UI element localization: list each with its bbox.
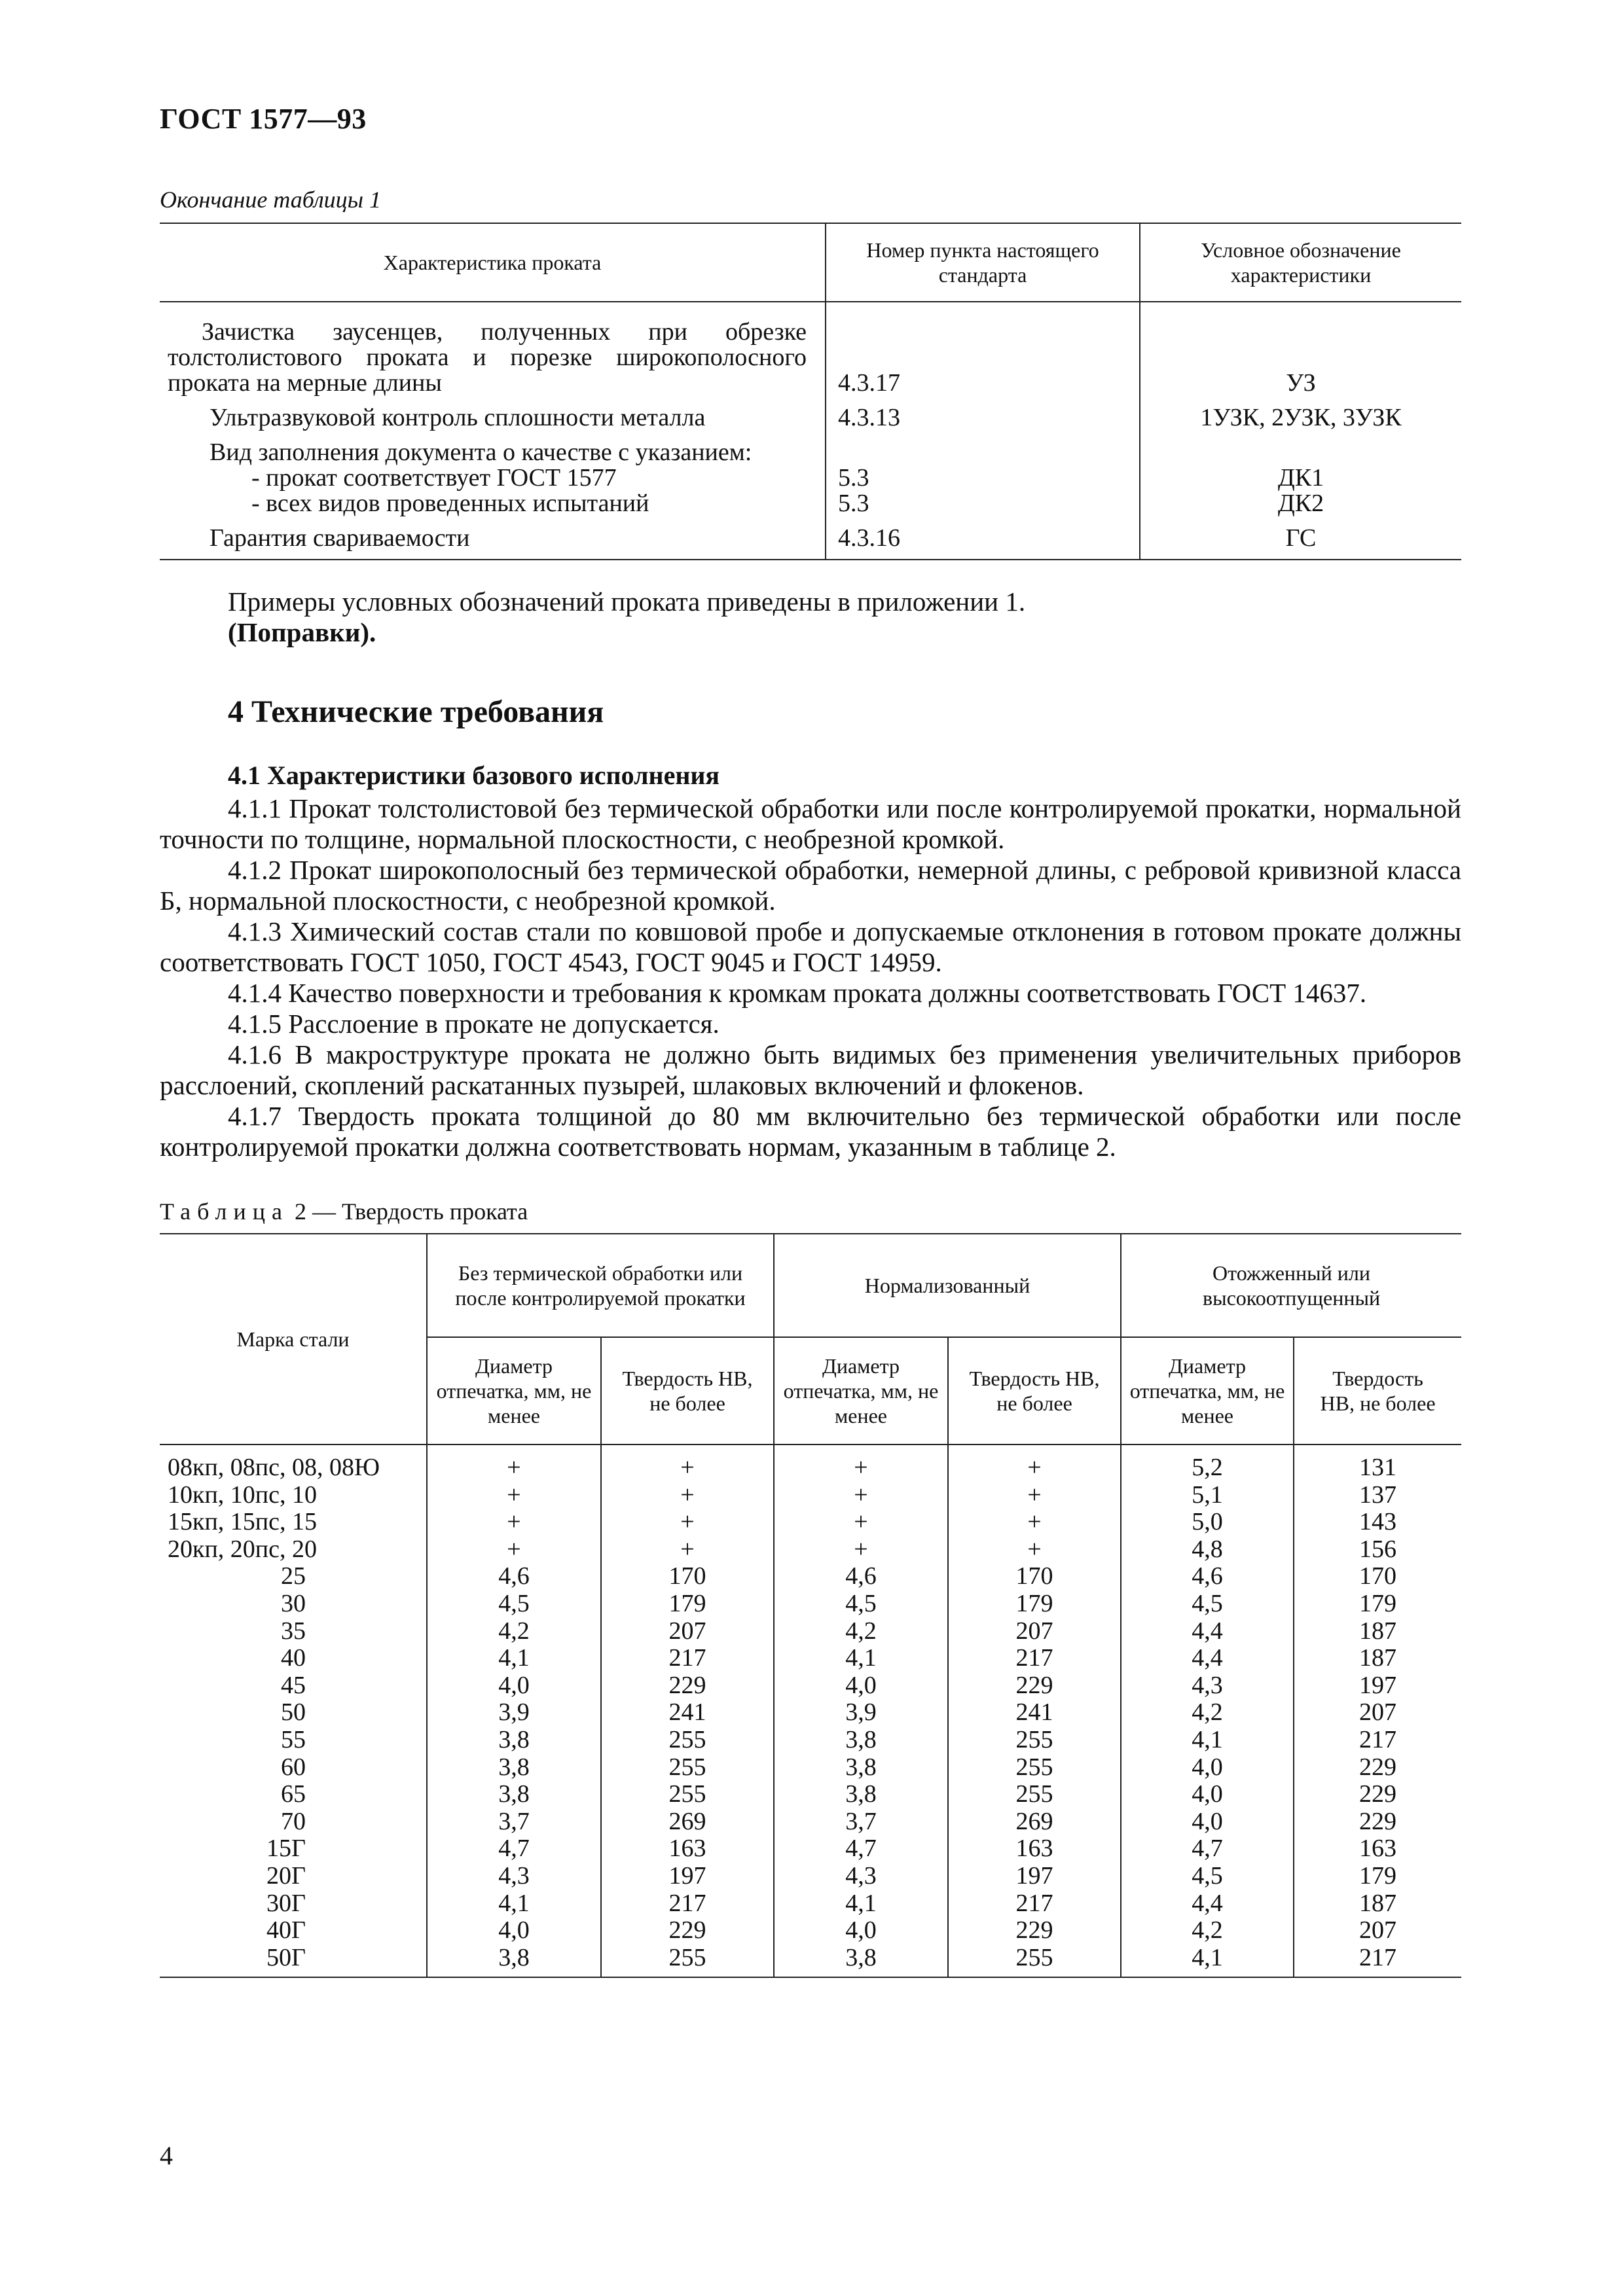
hardness-cell: 156	[1294, 1536, 1461, 1564]
characteristic-text: - прокат соответствует ГОСТ 1577	[251, 464, 617, 492]
table-row	[160, 396, 1461, 431]
hardness-cell: 137	[1294, 1482, 1461, 1509]
corrections-note: (Поправки).	[228, 617, 376, 647]
diameter-cell: 4,7	[427, 1835, 601, 1863]
diameter-cell: 4,0	[774, 1672, 948, 1700]
hardness-cell: 217	[948, 1645, 1121, 1672]
hardness-cell: 179	[948, 1590, 1121, 1618]
hardness-cell: +	[601, 1482, 774, 1509]
table1-header-clause: Номер пункта настоящего стандарта	[826, 223, 1140, 302]
designation-code: 1УЗК, 2УЗК, 3УЗК	[1140, 396, 1461, 431]
hardness-cell: 163	[948, 1835, 1121, 1863]
steel-grade-cell: 50	[281, 1698, 306, 1727]
table2-header-hardness: Твердость НВ, не более	[601, 1337, 774, 1444]
steel-grade-cell: 08кп, 08пс, 08, 08Ю	[168, 1454, 380, 1481]
hardness-cell: 255	[601, 1945, 774, 1978]
characteristic-text: Зачистка заусенцев, полученных при обрезке толстолистового проката и порезке широкополосного проката на мерные длины	[168, 318, 807, 397]
table-row	[160, 1563, 1461, 1590]
hardness-cell: 207	[1294, 1699, 1461, 1727]
page-number: 4	[160, 2141, 173, 2170]
diameter-cell: 4,1	[774, 1645, 948, 1672]
table-row	[160, 465, 1461, 491]
table-row	[160, 516, 1461, 560]
steel-grade-cell: 20Г	[266, 1861, 306, 1890]
clause-number: 5.3	[826, 465, 1140, 491]
diameter-cell: +	[774, 1482, 948, 1509]
hardness-cell: 179	[1294, 1590, 1461, 1618]
hardness-cell: 229	[601, 1917, 774, 1945]
hardness-cell: 229	[948, 1917, 1121, 1945]
table-row	[160, 1754, 1461, 1782]
characteristic-text: - всех видов проведенных испытаний	[251, 490, 649, 517]
diameter-cell: 3,9	[774, 1699, 948, 1727]
steel-grade-cell: 50Г	[266, 1943, 306, 1971]
table-row	[160, 1672, 1461, 1700]
hardness-cell: 217	[1294, 1727, 1461, 1754]
steel-grade-cell: 15Г	[266, 1835, 306, 1863]
diameter-cell: 4,6	[774, 1563, 948, 1590]
diameter-cell: +	[427, 1482, 601, 1509]
table2-header-diameter: Диаметр отпечатка, мм, не менее	[427, 1337, 601, 1444]
diameter-cell: 4,5	[1121, 1590, 1294, 1618]
hardness-cell: 229	[601, 1672, 774, 1700]
table-row	[160, 431, 1461, 465]
steel-grade-cell: 35	[281, 1617, 306, 1645]
table2-header-steel-grade: Марка стали	[160, 1234, 427, 1444]
table2-caption	[160, 1198, 1461, 1225]
steel-grade-cell: 55	[281, 1725, 306, 1753]
clause-number	[826, 431, 1140, 465]
table-row	[160, 491, 1461, 516]
steel-grade-cell: 30Г	[266, 1889, 306, 1917]
diameter-cell: 3,8	[774, 1754, 948, 1782]
hardness-cell: +	[601, 1536, 774, 1564]
characteristic-text: Вид заполнения документа о качестве с указанием:	[210, 439, 752, 466]
table-row	[160, 1727, 1461, 1754]
diameter-cell: 3,8	[427, 1754, 601, 1782]
examples-note	[160, 586, 1461, 648]
diameter-cell: 4,3	[1121, 1672, 1294, 1700]
diameter-cell: 3,8	[774, 1781, 948, 1808]
diameter-cell: 4,0	[1121, 1808, 1294, 1836]
hardness-cell: 187	[1294, 1890, 1461, 1918]
steel-grade-cell: 40	[281, 1644, 306, 1672]
diameter-cell: 4,7	[1121, 1835, 1294, 1863]
diameter-cell: 3,7	[427, 1808, 601, 1836]
hardness-cell: 197	[948, 1863, 1121, 1890]
paragraph-4-1-2: 4.1.2 Прокат широкополосный без термической обработки, немерной длины, с ребровой кривизной класса Б, нормальной плоскостности, с необрезной кромкой.	[160, 855, 1461, 916]
diameter-cell: 5,0	[1121, 1509, 1294, 1536]
table2-caption-word: Таблица	[160, 1198, 289, 1225]
clause-number: 5.3	[826, 491, 1140, 516]
diameter-cell: 4,1	[774, 1890, 948, 1918]
diameter-cell: 4,3	[427, 1863, 601, 1890]
hardness-cell: +	[948, 1444, 1121, 1482]
hardness-cell: 229	[1294, 1781, 1461, 1808]
hardness-cell: 187	[1294, 1645, 1461, 1672]
hardness-cell: 170	[948, 1563, 1121, 1590]
hardness-cell: 207	[948, 1618, 1121, 1645]
clause-number: 4.3.13	[826, 396, 1140, 431]
section-title: 4 Технические требования	[228, 694, 604, 729]
table1	[160, 223, 1461, 560]
clause-number: 4.3.17	[826, 302, 1140, 396]
steel-grade-cell: 25	[281, 1562, 306, 1590]
table-row	[160, 1482, 1461, 1509]
hardness-cell: 255	[601, 1727, 774, 1754]
diameter-cell: 4,4	[1121, 1618, 1294, 1645]
hardness-cell: 207	[1294, 1917, 1461, 1945]
steel-grade-cell: 30	[281, 1589, 306, 1617]
hardness-cell: 269	[601, 1808, 774, 1836]
diameter-cell: 3,8	[774, 1727, 948, 1754]
hardness-cell: 170	[1294, 1563, 1461, 1590]
table-row	[160, 1945, 1461, 1978]
steel-grade-cell: 70	[281, 1807, 306, 1835]
hardness-cell: +	[948, 1536, 1121, 1564]
diameter-cell: 4,2	[1121, 1917, 1294, 1945]
hardness-cell: 187	[1294, 1618, 1461, 1645]
diameter-cell: 4,0	[427, 1917, 601, 1945]
diameter-cell: 4,0	[1121, 1781, 1294, 1808]
diameter-cell: 4,8	[1121, 1536, 1294, 1564]
table-row	[160, 1699, 1461, 1727]
diameter-cell: 4,0	[427, 1672, 601, 1700]
table-row	[160, 302, 1461, 396]
hardness-cell: 217	[601, 1645, 774, 1672]
diameter-cell: 4,1	[1121, 1727, 1294, 1754]
diameter-cell: 3,7	[774, 1808, 948, 1836]
diameter-cell: 4,1	[427, 1890, 601, 1918]
diameter-cell: +	[427, 1536, 601, 1564]
characteristic-text: Ультразвуковой контроль сплошности металла	[210, 404, 706, 431]
steel-grade-cell: 45	[281, 1671, 306, 1699]
designation-code: ГС	[1140, 516, 1461, 560]
subsection-title: 4.1 Характеристики базового исполнения	[228, 761, 720, 790]
paragraph-4-1-1: 4.1.1 Прокат толстолистовой без термической обработки или после контролируемой прокатки, нормальной точности по толщине, нормальной плоскостности, с необрезной кромкой.	[160, 793, 1461, 854]
hardness-cell: +	[948, 1509, 1121, 1536]
hardness-cell: +	[601, 1509, 774, 1536]
designation-code: ДК1	[1140, 465, 1461, 491]
document-page	[160, 105, 1461, 1978]
hardness-cell: 163	[601, 1835, 774, 1863]
hardness-cell: 255	[948, 1754, 1121, 1782]
table1-header-code: Условное обозначение характеристики	[1140, 223, 1461, 302]
hardness-cell: 229	[948, 1672, 1121, 1700]
table2-body	[160, 1444, 1461, 1977]
hardness-cell: 241	[948, 1699, 1121, 1727]
designation-code: ДК2	[1140, 491, 1461, 516]
hardness-cell: 255	[948, 1945, 1121, 1978]
paragraph-4-1-7: 4.1.7 Твердость проката толщиной до 80 мм включительно без термической обработки или после контролируемой прокатки должна соответствовать нормам, указанным в таблице 2.	[160, 1101, 1461, 1162]
hardness-cell: 131	[1294, 1444, 1461, 1482]
designation-code: УЗ	[1140, 302, 1461, 396]
table-row	[160, 1917, 1461, 1945]
steel-grade-cell: 40Г	[266, 1916, 306, 1945]
diameter-cell: 4,2	[1121, 1699, 1294, 1727]
diameter-cell: 4,6	[1121, 1563, 1294, 1590]
table-row	[160, 1835, 1461, 1863]
hardness-cell: 229	[1294, 1808, 1461, 1836]
steel-grade-cell: 60	[281, 1753, 306, 1781]
hardness-cell: 163	[1294, 1835, 1461, 1863]
diameter-cell: 4,5	[774, 1590, 948, 1618]
diameter-cell: 4,0	[774, 1917, 948, 1945]
table2-header-hardness: Твердость НВ, не более	[1294, 1337, 1461, 1444]
hardness-cell: 255	[948, 1727, 1121, 1754]
table2-header-diameter: Диаметр отпечатка, мм, не менее	[1121, 1337, 1294, 1444]
diameter-cell: 4,5	[427, 1590, 601, 1618]
table2	[160, 1233, 1461, 1978]
diameter-cell: 4,4	[1121, 1890, 1294, 1918]
table-row	[160, 1808, 1461, 1836]
hardness-cell: 269	[948, 1808, 1121, 1836]
hardness-cell: 197	[1294, 1672, 1461, 1700]
diameter-cell: 4,2	[427, 1618, 601, 1645]
steel-grade-cell: 15кп, 15пс, 15	[168, 1508, 317, 1536]
diameter-cell: +	[774, 1444, 948, 1482]
paragraph-4-1-3: 4.1.3 Химический состав стали по ковшовой пробе и допускаемые отклонения в готовом прокате должны соответствовать ГОСТ 1050, ГОСТ 4543, ГОСТ 9045 и ГОСТ 14959.	[160, 916, 1461, 977]
characteristic-text: Гарантия свариваемости	[210, 524, 470, 552]
clause-number: 4.3.16	[826, 516, 1140, 560]
table2-header-normalized: Нормализованный	[774, 1234, 1121, 1337]
diameter-cell: 4,4	[1121, 1645, 1294, 1672]
table1-header-characteristic: Характеристика проката	[160, 223, 826, 302]
table2-header-annealed: Отожженный или высокоотпущенный	[1121, 1234, 1461, 1337]
diameter-cell: 4,0	[1121, 1754, 1294, 1782]
table-row	[160, 1444, 1461, 1482]
table-row	[160, 1536, 1461, 1564]
table1-caption: Окончание таблицы 1	[160, 187, 382, 213]
diameter-cell: 5,2	[1121, 1444, 1294, 1482]
hardness-cell: 217	[1294, 1945, 1461, 1978]
table-row	[160, 1645, 1461, 1672]
hardness-cell: +	[601, 1444, 774, 1482]
examples-text: Примеры условных обозначений проката приведены в приложении 1.	[228, 586, 1026, 617]
steel-grade-cell: 10кп, 10пс, 10	[168, 1480, 317, 1509]
hardness-cell: 179	[601, 1590, 774, 1618]
hardness-cell: 143	[1294, 1509, 1461, 1536]
diameter-cell: 4,7	[774, 1835, 948, 1863]
hardness-cell: +	[948, 1482, 1121, 1509]
table-row	[160, 1890, 1461, 1918]
diameter-cell: +	[774, 1509, 948, 1536]
hardness-cell: 217	[601, 1890, 774, 1918]
hardness-cell: 255	[601, 1754, 774, 1782]
diameter-cell: 4,1	[1121, 1945, 1294, 1978]
table-row	[160, 1618, 1461, 1645]
diameter-cell: 3,8	[427, 1727, 601, 1754]
paragraph-4-1-6: 4.1.6 В макроструктуре проката не должно быть видимых без применения увеличительных приборов расслоений, скоплений раскатанных пузырей, шлаковых включений и флокенов.	[160, 1039, 1461, 1100]
diameter-cell: 4,6	[427, 1563, 601, 1590]
hardness-cell: 207	[601, 1618, 774, 1645]
hardness-cell: 197	[601, 1863, 774, 1890]
hardness-cell: 179	[1294, 1863, 1461, 1890]
document-code: ГОСТ 1577—93	[160, 103, 367, 135]
diameter-cell: 4,5	[1121, 1863, 1294, 1890]
hardness-cell: 255	[948, 1781, 1121, 1808]
table2-caption-title: 2 — Твердость проката	[294, 1198, 528, 1225]
designation-code	[1140, 431, 1461, 465]
diameter-cell: +	[427, 1509, 601, 1536]
hardness-cell: 217	[948, 1890, 1121, 1918]
paragraph-4-1-4: 4.1.4 Качество поверхности и требования к кромкам проката должны соответствовать ГОСТ 14637.	[228, 978, 1367, 1008]
diameter-cell: 3,8	[774, 1945, 948, 1978]
steel-grade-cell: 65	[281, 1780, 306, 1808]
hardness-cell: 170	[601, 1563, 774, 1590]
table-row	[160, 1863, 1461, 1890]
diameter-cell: 4,2	[774, 1618, 948, 1645]
table-row	[160, 1781, 1461, 1808]
diameter-cell: +	[427, 1444, 601, 1482]
diameter-cell: 4,1	[427, 1645, 601, 1672]
paragraph-4-1-5: 4.1.5 Расслоение в прокате не допускается.	[228, 1009, 720, 1039]
hardness-cell: 255	[601, 1781, 774, 1808]
diameter-cell: 3,8	[427, 1781, 601, 1808]
diameter-cell: 5,1	[1121, 1482, 1294, 1509]
table-row	[160, 1509, 1461, 1536]
diameter-cell: +	[774, 1536, 948, 1564]
diameter-cell: 3,8	[427, 1945, 601, 1978]
steel-grade-cell: 20кп, 20пс, 20	[168, 1535, 317, 1563]
diameter-cell: 4,3	[774, 1863, 948, 1890]
hardness-cell: 229	[1294, 1754, 1461, 1782]
hardness-cell: 241	[601, 1699, 774, 1727]
diameter-cell: 3,9	[427, 1699, 601, 1727]
table-row	[160, 1590, 1461, 1618]
table2-header-diameter: Диаметр отпечатка, мм, не менее	[774, 1337, 948, 1444]
table2-header-no-heat-treatment: Без термической обработки или после контролируемой прокатки	[427, 1234, 774, 1337]
table2-header-hardness: Твердость НВ, не более	[948, 1337, 1121, 1444]
